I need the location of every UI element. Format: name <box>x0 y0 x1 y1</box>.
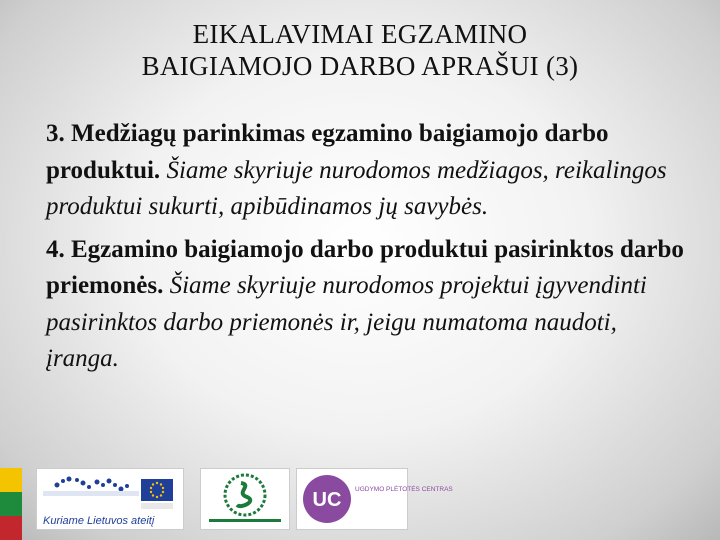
uc-letters: UC <box>312 489 342 511</box>
section-4 <box>46 232 692 378</box>
eu-logo-graphic <box>37 469 183 529</box>
section-3-text: Šiame skyriuje nurodomos medžiagos, reikalingos produktui sukurti, apibūdinamos jų savybės. <box>46 156 667 220</box>
uc-circle-logo-icon <box>296 468 453 530</box>
slide-body <box>46 116 692 378</box>
section-4-heading: 4. Egzamino baigiamojo darbo produktui pasirinktos darbo priemonės. <box>46 235 684 299</box>
eu-slogan: Kuriame Lietuvos ateitį <box>43 515 155 527</box>
uc-logo-graphic <box>297 469 453 529</box>
green-emblem-graphic <box>201 469 289 529</box>
title-line-1: EIKALAVIMAI EGZAMINO <box>192 19 528 49</box>
lithuanian-flag-icon <box>0 468 22 540</box>
slide-title <box>60 18 660 82</box>
section-3 <box>46 116 692 226</box>
section-4-text: Šiame skyriuje nurodomos projektui įgyvendinti pasirinktos darbo priemonės ir, jeigu numatoma naudoti, įranga. <box>46 272 647 372</box>
green-emblem-logo-icon <box>200 468 290 530</box>
title-line-2: BAIGIAMOJO DARBO APRAŠUI (3) <box>141 51 579 81</box>
eu-investment-logo-icon <box>36 468 184 530</box>
section-3-heading: 3. Medžiagų parinkimas egzamino baigiamojo darbo produktui. <box>46 120 609 184</box>
uc-name: UGDYMO PLĖTOTĖS CENTRAS <box>355 486 453 493</box>
